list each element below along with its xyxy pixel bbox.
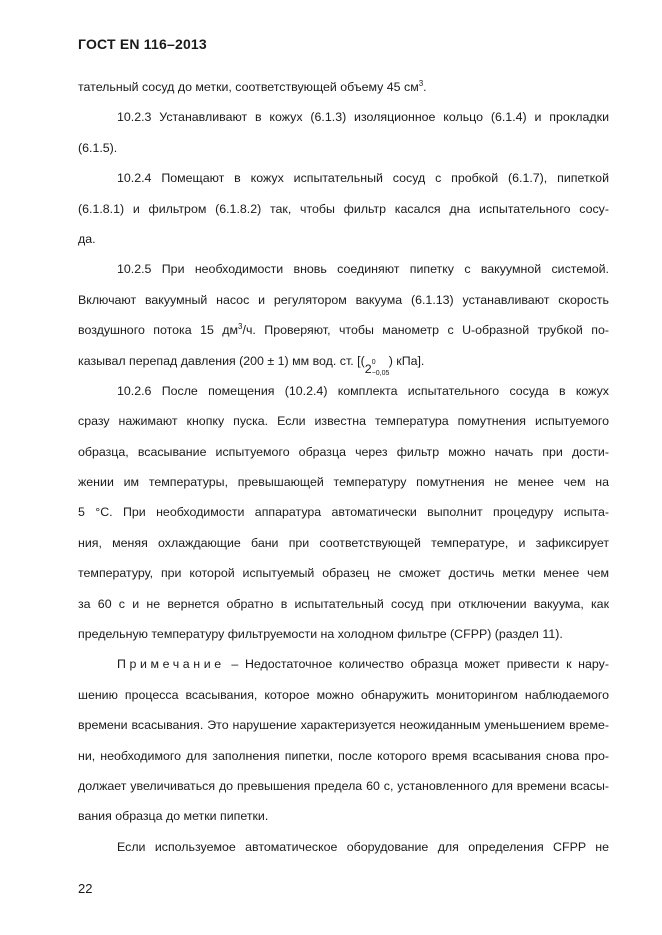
tolerance-upper: 0 — [371, 358, 376, 366]
text-line: (6.1.8.1) и фильтром (6.1.8.2) так, чтобы фильтр касался дна испытательного сосу- — [78, 201, 609, 216]
note-line: времени всасывания. Это нарушение характеризуется неожиданным уменьшением време- — [78, 718, 609, 733]
body-text — [78, 72, 609, 862]
text-span: ) кПа]. — [388, 353, 425, 368]
text-span: тательный сосуд до метки, соответствующей объему 45 см — [78, 80, 419, 94]
text-line — [78, 346, 609, 376]
text-line: Включают вакуумный насос и регулятором вакуума (6.1.13) устанавливают скорость — [78, 292, 609, 307]
paragraph-10-2-5-line: 10.2.5 При необходимости вновь соединяют пипетку с вакуумной системой. — [117, 262, 609, 277]
superscript: 3 — [238, 322, 243, 332]
note-line: ни, необходимого для заполнения пипетки, после которого время всасывания снова про- — [78, 748, 609, 763]
text-line: сразу нажимают кнопку пуска. Если известна температура помутнения испытуемого — [78, 414, 609, 429]
text-span: – Недостаточное количество образца может привести к нару- — [224, 657, 609, 672]
text-line: температуру, при которой испытуемый образец не сможет достичь метки менее чем — [78, 566, 609, 581]
text-span: казывал перепад давления (200 ± 1) мм вод. ст. [( — [78, 353, 365, 368]
text-line: (6.1.5). — [78, 140, 118, 155]
text-line — [78, 315, 609, 345]
text-line: ния, меняя охлаждающие бани при соответствующей температуре, и зафиксирует — [78, 535, 609, 550]
note-label: Примечание — [117, 657, 225, 672]
text-span: /ч. Проверяют, чтобы манометр с U-образной трубкой по- — [242, 323, 609, 338]
paragraph-10-2-3-line: 10.2.3 Устанавливают в кожух (6.1.3) изоляционное кольцо (6.1.4) и прокладки — [117, 110, 609, 125]
text-span: . — [423, 80, 427, 94]
note-line: шению процесса всасывания, которое можно обнаружить мониторингом наблюдаемого — [78, 687, 609, 702]
tolerance-value — [364, 353, 390, 377]
text-line: да. — [78, 231, 96, 246]
superscript: 3 — [418, 79, 424, 88]
tolerance-base: 2 — [364, 361, 372, 376]
paragraph-next-line: Если используемое автоматическое оборудование для определения CFPP не — [117, 839, 609, 854]
text-line: за 60 с и не вернется обратно в испытательный сосуд при отключении вакуума, как — [78, 596, 609, 611]
text-line: 5 °С. При необходимости аппаратура автоматически выполнит процедуру испыта- — [78, 505, 609, 520]
text-line: предельную температуру фильтруемости на холодном фильтре (CFPP) (раздел 11). — [78, 627, 563, 642]
text-line — [78, 72, 609, 102]
text-line: жении им температуры, превышающей температуру помутнения не менее чем на — [78, 475, 609, 490]
tolerance-lower: −0,05 — [371, 369, 390, 377]
text-span: воздушного потока 15 дм — [78, 323, 239, 338]
paragraph-10-2-4-line: 10.2.4 Помещают в кожух испытательный сосуд с пробкой (6.1.7), пипеткой — [117, 171, 609, 186]
note-line — [78, 649, 609, 679]
note-line: должает увеличиваться до превышения предела 60 с, установленного для времени всасы- — [78, 778, 609, 793]
page-number: 22 — [78, 881, 93, 896]
note-line: вания образца до метки пипетки. — [78, 809, 269, 824]
text-line: образца, всасывание испытуемого образца через фильтр можно начать при дости- — [78, 444, 609, 459]
document-header: ГОСТ EN 116–2013 — [78, 36, 207, 52]
paragraph-10-2-6-line: 10.2.6 После помещения (10.2.4) комплекта испытательного сосуда в кожух — [117, 383, 609, 398]
